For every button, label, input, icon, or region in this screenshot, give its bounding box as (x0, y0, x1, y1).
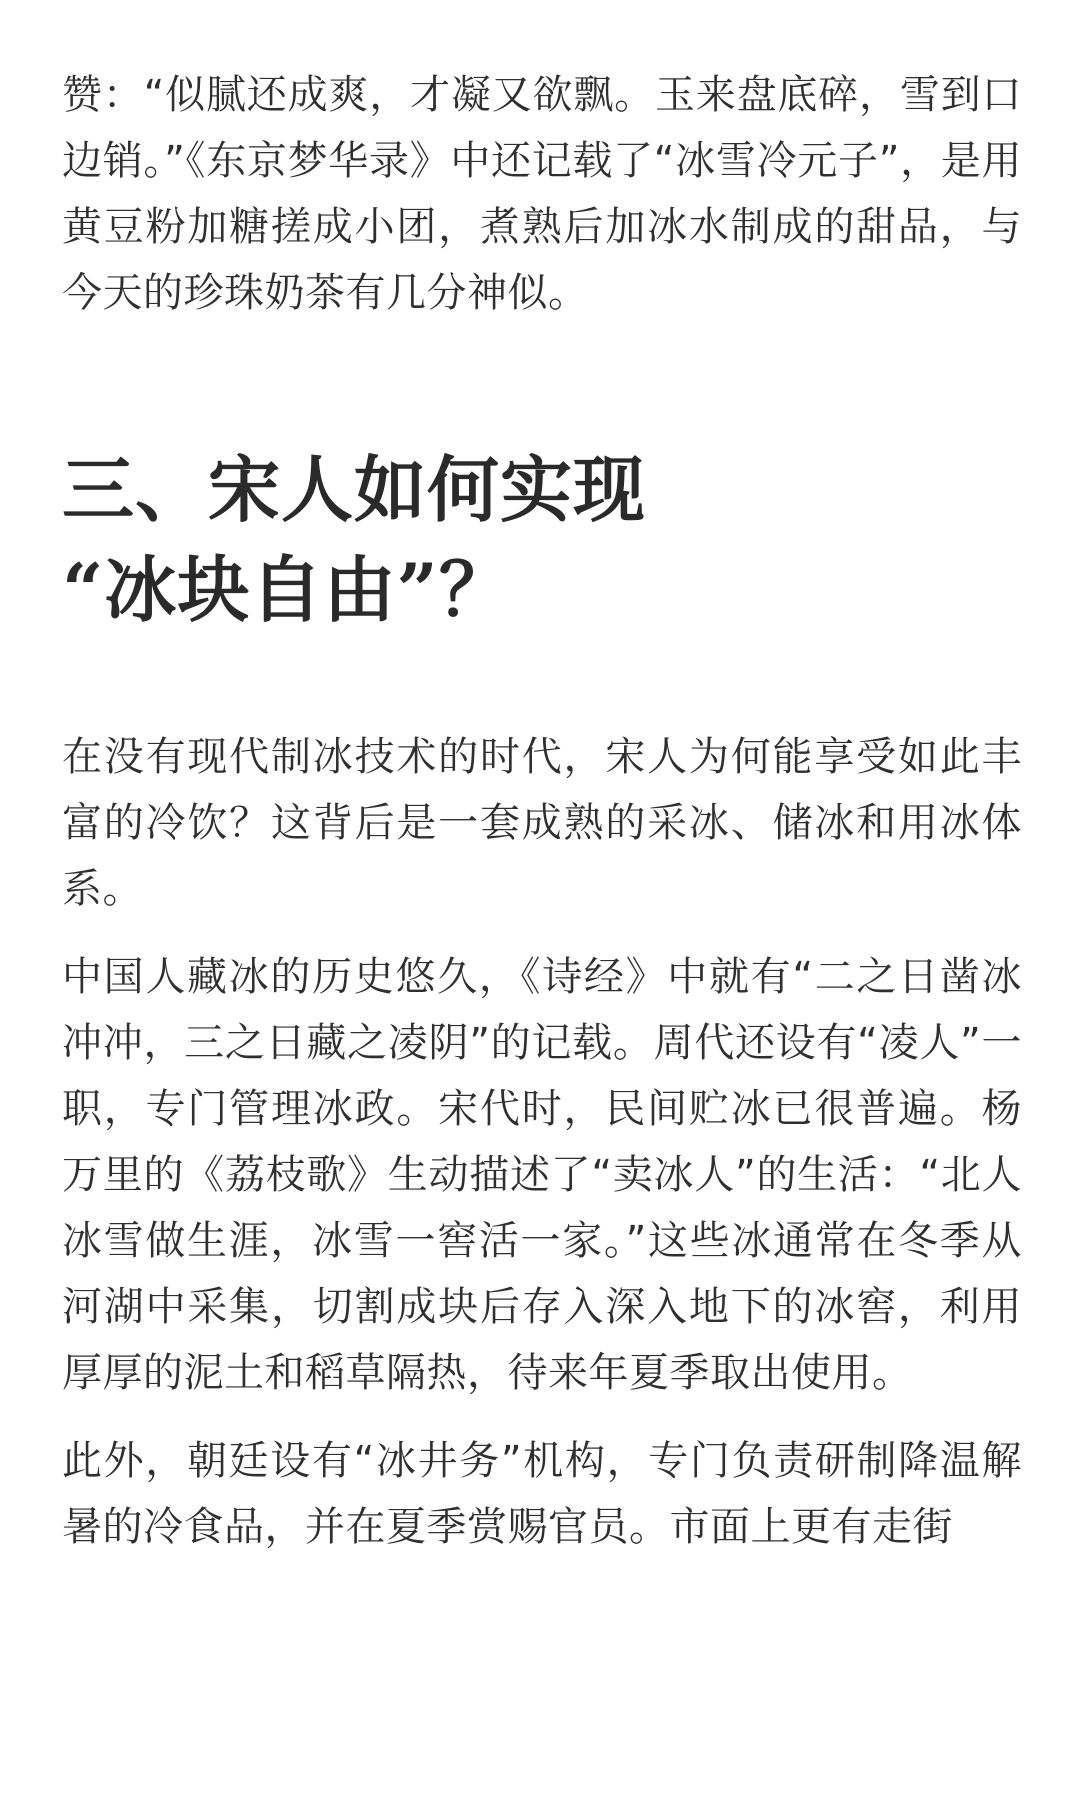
intro-paragraph: 赞：“似腻还成爽，才凝又欲飘。玉来盘底碎，雪到口边销。”《东京梦华录》中还记载了“冰雪冷元子”，是用黄豆粉加糖搓成小团，煮熟后加冰水制成的甜品，与今天的珍珠奶茶有几分神似。 (62, 72, 1022, 316)
heading-spacer (62, 640, 1022, 724)
section-heading-line-1: 三、宋人如何实现 (62, 447, 647, 532)
section-heading (62, 440, 1022, 640)
section-spacer (62, 326, 1022, 440)
article-body (62, 62, 1022, 1560)
body-paragraph-1: 在没有现代制冰技术的时代，宋人为何能享受如此丰富的冷饮？这背后是一套成熟的采冰、储冰和用冰体系。 (62, 734, 1022, 912)
body-paragraph-3: 此外，朝廷设有“冰井务”机构，专门负责研制降温解暑的冷食品，并在夏季赏赐官员。市面上更有走街 (62, 1438, 1022, 1550)
section-heading-line-2: “冰块自由”？ (62, 547, 512, 632)
body-paragraph-2: 中国人藏冰的历史悠久，《诗经》中就有“二之日凿冰冲冲，三之日藏之凌阴”的记载。周代还设有“凌人”一职，专门管理冰政。宋代时，民间贮冰已很普遍。杨万里的《荔枝歌》生动描述了“卖冰人”的生活：“北人冰雪做生涯，冰雪一窖活一家。”这些冰通常在冬季从河湖中采集，切割成块后存入深入地下的冰窖，利用厚厚的泥土和稻草隔热，待来年夏季取出使用。 (62, 954, 1022, 1396)
